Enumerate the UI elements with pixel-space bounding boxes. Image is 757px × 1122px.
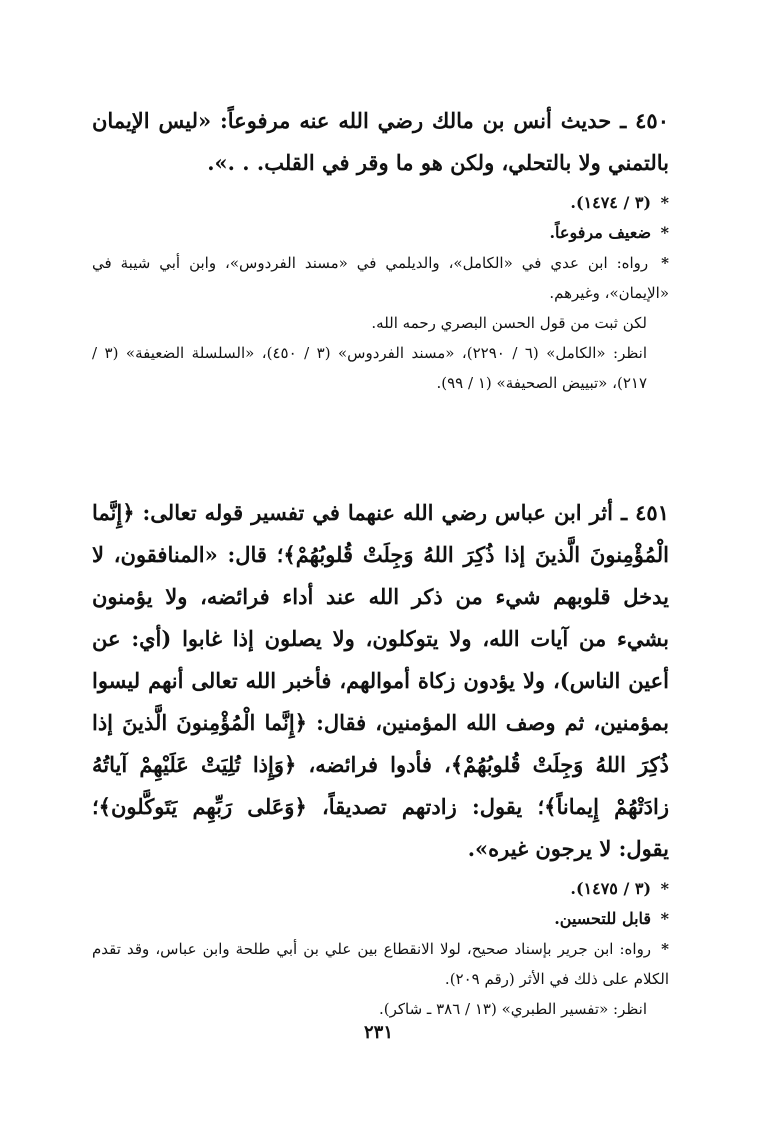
bullet-icon: * [660,193,669,212]
entry-heading: ٤٥٠ ـ حديث أنس بن مالك رضي الله عنه مرفوعاً: «ليس الإيمان بالتمني ولا بالتحلي، ولكن هو ما وقر في القلب. . .». [92,108,669,175]
volume-reference [92,874,669,904]
see-also-note: انظر: «تفسير الطبري» (١٣ / ٣٨٦ ـ شاكر). [378,1000,647,1018]
entry-notes [92,188,669,398]
narration-note [92,248,669,308]
grade-text: ضعيف مرفوعاً. [549,223,652,242]
bullet-icon: * [661,940,669,958]
bullet-icon: * [661,254,669,272]
entry-heading: ٤٥١ ـ أثر ابن عباس رضي الله عنهما في تفسير قوله تعالى: ﴿إِنَّما الْمُؤْمِنونَ الَّذينَ إذا ذُكِرَ اللهُ وَجِلَتْ قُلوبُهُمْ﴾؛ قال: «المنافقون، لا يدخل قلوبهم شيء من ذكر الله عند أداء فرائضه، ولا يؤمنون بشيء من آيات الله، ولا يتوكلون، ولا يصلون إذا غابوا (أي: عن أعين الناس)، ولا يؤدون زكاة أموالهم، فأخبر الله تعالى أنهم ليسوا بمؤمنين، ثم وصف الله المؤمنين، فقال: ﴿إِنَّما الْمُؤْمِنونَ الَّذينَ إذا ذُكِرَ اللهُ وَجِلَتْ قُلوبُهُمْ﴾، فأدوا فرائضه، ﴿وَإِذا تُلِيَتْ عَلَيْهِمْ آياتُهُ زادَتْهُمْ إِيماناً﴾؛ يقول: زادتهم تصديقاً، ﴿وَعَلى رَبِّهِم يَتَوكَّلون﴾؛ يقول: لا يرجون غيره». [92,500,669,861]
see-also-note: انظر: «الكامل» (٦ / ٢٢٩٠)، «مسند الفردوس» (٣ / ٤٥٠)، «السلسلة الضعيفة» (٣ / ٢١٧)، «تبييض الصحيفة» (١ / ٩٩). [92,344,647,392]
volume-reference [92,188,669,218]
reference-text: (٣ / ١٤٧٤). [570,193,652,212]
reference-text: (٣ / ١٤٧٥). [570,879,652,898]
entry-notes [92,874,669,1024]
hadith-grade [92,904,669,934]
bullet-icon: * [660,909,669,928]
narration-note [92,934,669,994]
hadith-grade [92,218,669,248]
entry-450 [92,100,669,398]
comment-note: لكن ثبت من قول الحسن البصري رحمه الله. [371,314,647,332]
entry-451 [92,492,669,1024]
grade-text: قابل للتحسين. [554,909,652,928]
bullet-icon: * [660,223,669,242]
narration-text: رواه: ابن عدي في «الكامل»، والديلمي في «مسند الفردوس»، وابن أبي شيبة في «الإيمان»، وغيرهم. [92,254,669,302]
narration-text: رواه: ابن جرير بإسناد صحيح، لولا الانقطاع بين علي بن أبي طلحة وابن عباس، وقد تقدم الكلام على ذلك في الأثر (رقم ٢٠٩). [92,940,669,988]
page-number: ٢٣١ [363,1022,393,1043]
bullet-icon: * [660,879,669,898]
